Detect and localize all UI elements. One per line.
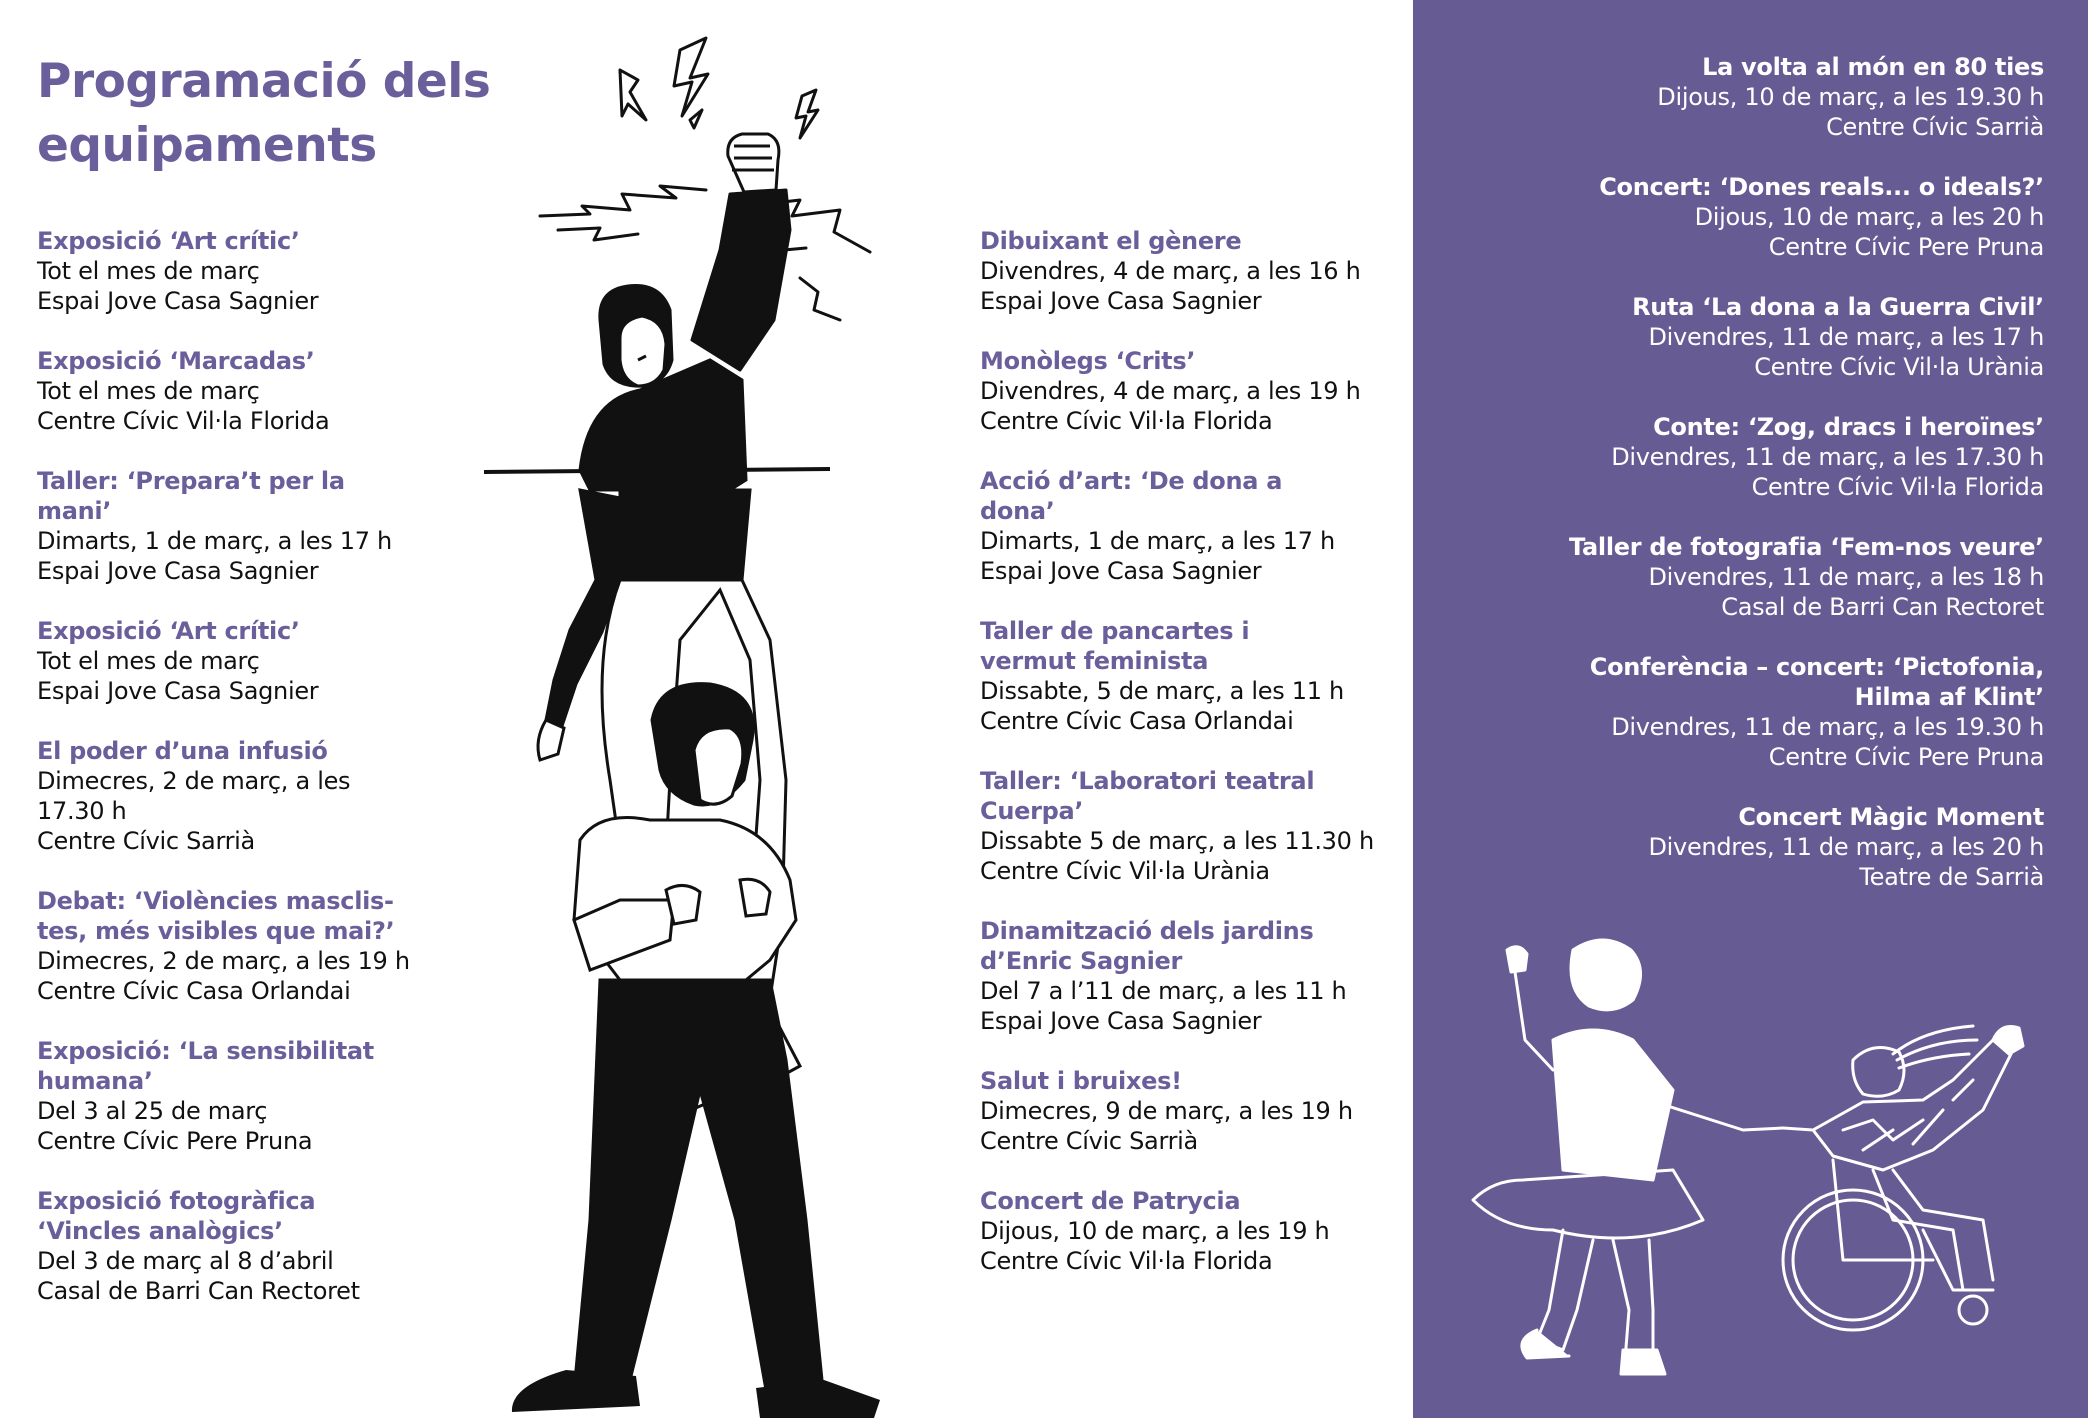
event-date: Divendres, 11 de març, a les 20 h bbox=[1648, 833, 2044, 861]
event-date: Dissabte, 5 de març, a les 11 h bbox=[980, 677, 1344, 705]
event-place: Centre Cívic Casa Orlandai bbox=[37, 977, 351, 1005]
event-place: Centre Cívic Sarrià bbox=[37, 827, 255, 855]
event-title: Taller de fotografia ‘Fem-nos veure’ bbox=[1569, 533, 2044, 561]
event-title: d’Enric Sagnier bbox=[980, 947, 1183, 975]
event-title: ‘Vincles analògics’ bbox=[37, 1217, 283, 1245]
event-date: Dijous, 10 de març, a les 19.30 h bbox=[1657, 83, 2044, 111]
event-item bbox=[1524, 412, 2044, 502]
event-item bbox=[1524, 52, 2044, 142]
event-title: Exposició fotogràfica bbox=[37, 1187, 316, 1215]
event-place: Centre Cívic Pere Pruna bbox=[1768, 233, 2044, 261]
event-date: Dimarts, 1 de març, a les 17 h bbox=[37, 527, 392, 555]
event-title: Exposició: ‘La sensibilitat bbox=[37, 1037, 374, 1065]
event-date: Divendres, 11 de març, a les 19.30 h bbox=[1611, 713, 2044, 741]
event-item bbox=[1524, 802, 2044, 892]
event-title: Dinamització dels jardins bbox=[980, 917, 1314, 945]
event-date: Divendres, 11 de març, a les 18 h bbox=[1648, 563, 2044, 591]
event-title: Concert de Patrycia bbox=[980, 1187, 1241, 1215]
stacked-women-illustration bbox=[470, 20, 910, 1418]
event-title: Exposició ‘Art crític’ bbox=[37, 227, 300, 255]
event-title: Acció d’art: ‘De dona a bbox=[980, 467, 1283, 495]
event-title: Concert Màgic Moment bbox=[1738, 803, 2044, 831]
event-title: Conte: ‘Zog, dracs i heroïnes’ bbox=[1653, 413, 2044, 441]
event-item bbox=[980, 346, 1380, 436]
event-title: Conferència – concert: ‘Pictofonia, bbox=[1589, 653, 2044, 681]
event-place: Centre Cívic Vil·la Florida bbox=[980, 1247, 1273, 1275]
event-date: Del 7 a l’11 de març, a les 11 h bbox=[980, 977, 1347, 1005]
event-place: Centre Cívic Vil·la Florida bbox=[37, 407, 330, 435]
event-title: Cuerpa’ bbox=[980, 797, 1084, 825]
event-date: Dijous, 10 de març, a les 20 h bbox=[1694, 203, 2044, 231]
event-place: Espai Jove Casa Sagnier bbox=[37, 557, 319, 585]
event-place: Centre Cívic Sarrià bbox=[1826, 113, 2044, 141]
event-date: 17.30 h bbox=[37, 797, 127, 825]
event-item bbox=[1524, 292, 2044, 382]
event-item bbox=[37, 616, 457, 706]
event-item bbox=[37, 346, 457, 436]
event-item bbox=[1524, 172, 2044, 262]
event-item bbox=[37, 736, 457, 856]
event-date: Del 3 al 25 de març bbox=[37, 1097, 268, 1125]
event-item bbox=[980, 226, 1380, 316]
right-event-column bbox=[1524, 52, 2044, 922]
event-date: Divendres, 4 de març, a les 19 h bbox=[980, 377, 1361, 405]
event-place: Centre Cívic Pere Pruna bbox=[37, 1127, 313, 1155]
event-item bbox=[37, 886, 457, 1006]
event-item bbox=[37, 466, 457, 586]
event-place: Centre Cívic Vil·la Urània bbox=[980, 857, 1270, 885]
event-title: Monòlegs ‘Crits’ bbox=[980, 347, 1196, 375]
event-title: humana’ bbox=[37, 1067, 153, 1095]
event-title: Ruta ‘La dona a la Guerra Civil’ bbox=[1632, 293, 2044, 321]
event-title: Hilma af Klint’ bbox=[1854, 683, 2044, 711]
event-title: Exposició ‘Marcadas’ bbox=[37, 347, 315, 375]
event-title: Exposició ‘Art crític’ bbox=[37, 617, 300, 645]
event-place: Casal de Barri Can Rectoret bbox=[37, 1277, 360, 1305]
event-item bbox=[980, 1066, 1380, 1156]
event-date: Tot el mes de març bbox=[37, 257, 260, 285]
event-place: Centre Cívic Casa Orlandai bbox=[980, 707, 1294, 735]
event-place: Centre Cívic Vil·la Florida bbox=[980, 407, 1273, 435]
event-item bbox=[37, 1186, 457, 1306]
event-title: Taller: ‘Prepara’t per la bbox=[37, 467, 345, 495]
event-place: Centre Cívic Pere Pruna bbox=[1768, 743, 2044, 771]
event-date: Divendres, 4 de març, a les 16 h bbox=[980, 257, 1361, 285]
page-title-line: equipaments bbox=[37, 118, 377, 173]
event-item bbox=[980, 466, 1380, 586]
event-title: tes, més visibles que mai?’ bbox=[37, 917, 395, 945]
event-place: Centre Cívic Vil·la Florida bbox=[1751, 473, 2044, 501]
event-item bbox=[980, 1186, 1380, 1276]
event-place: Espai Jove Casa Sagnier bbox=[37, 677, 319, 705]
event-date: Dimecres, 9 de març, a les 19 h bbox=[980, 1097, 1353, 1125]
event-item bbox=[980, 616, 1380, 736]
purple-side-panel bbox=[1413, 0, 2088, 1418]
event-place: Espai Jove Casa Sagnier bbox=[980, 287, 1262, 315]
event-title: Concert: ‘Dones reals... o ideals?’ bbox=[1599, 173, 2044, 201]
event-date: Dissabte 5 de març, a les 11.30 h bbox=[980, 827, 1374, 855]
event-title: Taller de pancartes i bbox=[980, 617, 1250, 645]
event-date: Dimecres, 2 de març, a les 19 h bbox=[37, 947, 410, 975]
event-title: Dibuixant el gènere bbox=[980, 227, 1242, 255]
page-title bbox=[37, 50, 507, 178]
event-place: Centre Cívic Vil·la Urània bbox=[1754, 353, 2044, 381]
event-date: Tot el mes de març bbox=[37, 377, 260, 405]
event-title: Debat: ‘Violències masclis- bbox=[37, 887, 394, 915]
event-date: Divendres, 11 de març, a les 17.30 h bbox=[1611, 443, 2044, 471]
event-title: mani’ bbox=[37, 497, 112, 525]
event-title: El poder d’una infusió bbox=[37, 737, 328, 765]
event-item bbox=[37, 226, 457, 316]
event-date: Dimecres, 2 de març, a les bbox=[37, 767, 351, 795]
event-title: dona’ bbox=[980, 497, 1055, 525]
event-place: Espai Jove Casa Sagnier bbox=[980, 557, 1262, 585]
event-item bbox=[980, 916, 1380, 1036]
middle-event-column bbox=[980, 226, 1380, 1306]
event-item bbox=[1524, 532, 2044, 622]
left-event-column bbox=[37, 226, 457, 1336]
event-title: Salut i bruixes! bbox=[980, 1067, 1182, 1095]
event-place: Espai Jove Casa Sagnier bbox=[980, 1007, 1262, 1035]
event-place: Espai Jove Casa Sagnier bbox=[37, 287, 319, 315]
event-date: Dijous, 10 de març, a les 19 h bbox=[980, 1217, 1330, 1245]
event-title: vermut feminista bbox=[980, 647, 1209, 675]
event-date: Del 3 de març al 8 d’abril bbox=[37, 1247, 334, 1275]
event-place: Casal de Barri Can Rectoret bbox=[1721, 593, 2044, 621]
event-item bbox=[980, 766, 1380, 886]
event-item bbox=[1524, 652, 2044, 772]
event-date: Dimarts, 1 de març, a les 17 h bbox=[980, 527, 1335, 555]
event-item bbox=[37, 1036, 457, 1156]
event-date: Tot el mes de març bbox=[37, 647, 260, 675]
event-place: Centre Cívic Sarrià bbox=[980, 1127, 1198, 1155]
dancing-women-illustration bbox=[1453, 930, 2053, 1380]
page-title-line: Programació dels bbox=[37, 54, 491, 109]
event-place: Teatre de Sarrià bbox=[1859, 863, 2044, 891]
event-date: Divendres, 11 de març, a les 17 h bbox=[1648, 323, 2044, 351]
event-title: La volta al món en 80 ties bbox=[1702, 53, 2044, 81]
event-title: Taller: ‘Laboratori teatral bbox=[980, 767, 1315, 795]
